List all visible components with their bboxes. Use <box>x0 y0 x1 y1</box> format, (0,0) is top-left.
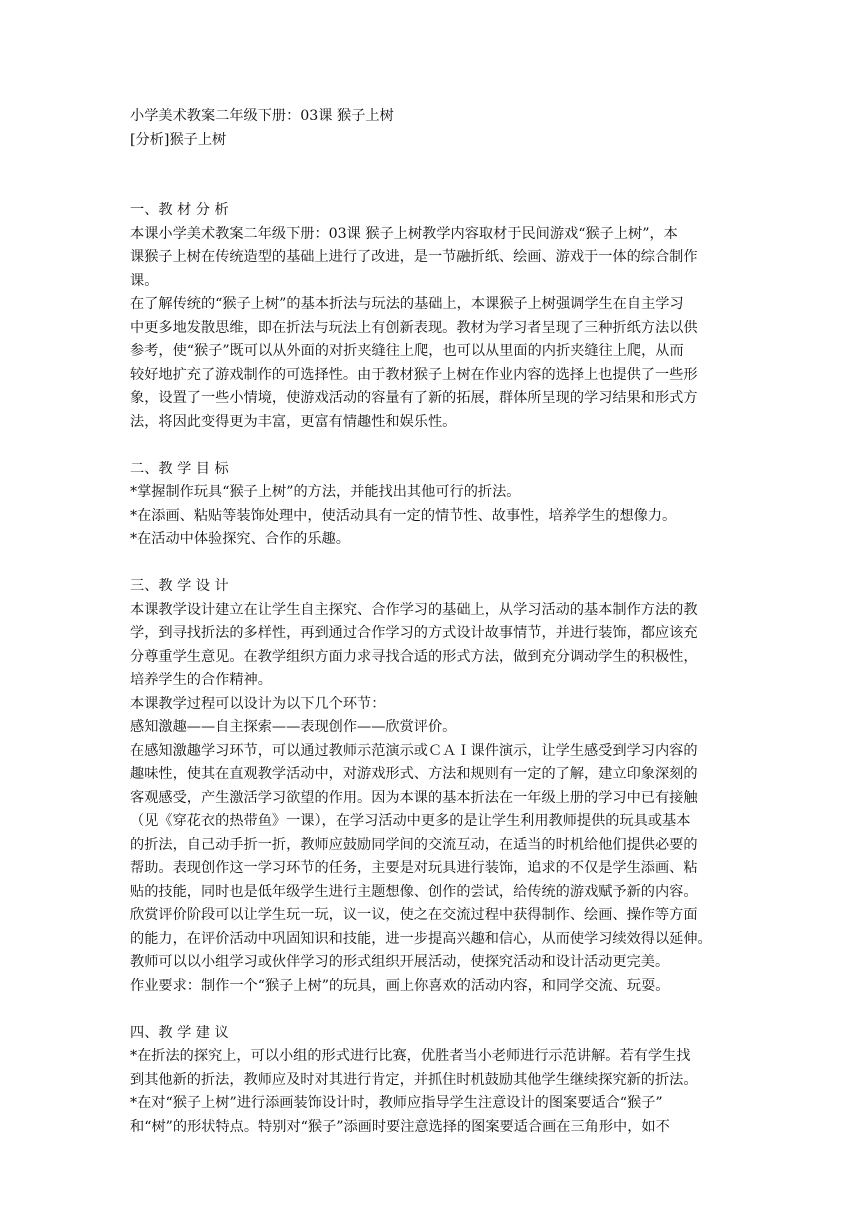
section-teaching-suggestions <box>130 1022 742 1140</box>
paragraph-line: 贴的技能，同时也是低年级学生进行主题想像、创作的尝试，给传统的游戏赋予新的内容。 <box>130 883 698 900</box>
paragraph-line: 学，到寻找折法的多样性，再到通过合作学习的方式设计故事情节，并进行装饰，都应该充 <box>130 625 698 641</box>
bullet-line: 到其他新的折法，教师应及时对其进行肯定，并抓住时机鼓励其他学生继续探究新的折法。 <box>130 1071 698 1088</box>
paragraph-line: 分尊重学生意见。在教学组织方面力求寻找合适的形式方法，做到充分调动学生的积极性， <box>130 648 698 665</box>
paragraph-line: 帮助。表现创作这一学习环节的任务，主要是对玩具进行装饰，追求的不仅是学生添画、粘 <box>130 860 698 876</box>
bullet-line: *在添画、粘贴等装饰处理中，使活动具有一定的情节性、故事性，培养学生的想像力。 <box>130 507 677 524</box>
paragraph-line: 中更多地发散思维，即在折法与玩法上有创新表现。教材为学习者呈现了三种折纸方法以供 <box>130 319 698 336</box>
bullet-line: *在活动中体验探究、合作的乐趣。 <box>130 531 350 547</box>
bullet-line: *在折法的探究上，可以小组的形式进行比赛，优胜者当小老师进行示范讲解。若有学生找 <box>130 1048 691 1064</box>
bullet-line: 和“树”的形状特点。特别对“猴子”添画时要注意选择的图案要适合画在三角形中，如不 <box>130 1118 670 1135</box>
paragraph-line: 感知激趣——自主探索——表现创作——欣赏评价。 <box>130 719 457 735</box>
paragraph-line: 本课教学过程可以设计为以下几个环节： <box>130 695 386 712</box>
paragraph-line: 的能力，在评价活动中巩固知识和技能，进一步提高兴趣和信心，从而使学习续效得以延伸。 <box>130 930 712 947</box>
paragraph-line: 本课教学设计建立在让学生自主探究、合作学习的基础上，从学习活动的基本制作方法的教 <box>130 601 698 618</box>
paragraph-line: 在感知激趣学习环节，可以通过教师示范演示或ＣＡＩ课件演示，让学生感受到学习内容的 <box>130 742 698 759</box>
section-teaching-design <box>130 575 742 998</box>
section-heading: 四、教 学 建 议 <box>130 1024 229 1041</box>
document-page <box>130 105 742 1139</box>
bullet-line: *掌握制作玩具“猴子上树”的方法，并能找出其他可行的折法。 <box>130 484 521 500</box>
document-title: 小学美术教案二年级下册：03课 猴子上树 <box>130 108 394 124</box>
bullet-line: *在对“猴子上树”进行添画装饰设计时，教师应指导学生注意设计的图案要适合“猴子” <box>130 1095 663 1111</box>
section-heading: 一、教 材 分 析 <box>130 202 229 218</box>
paragraph-line: 本课小学美术教案二年级下册：03课 猴子上树教学内容取材于民间游戏“猴子上树”，本 <box>130 225 678 242</box>
paragraph-line: 作业要求：制作一个“猴子上树”的玩具，画上你喜欢的活动内容，和同学交流、玩耍。 <box>130 977 670 994</box>
section-heading: 二、教 学 目 标 <box>130 460 229 477</box>
paragraph-line: 在了解传统的“猴子上树”的基本折法与玩法的基础上，本课猴子上树强调学生在自主学习 <box>130 296 684 312</box>
document-subtitle: [分析]猴子上树 <box>130 131 227 148</box>
section-teaching-goals <box>130 458 742 552</box>
paragraph-line: 象，设置了一些小情境，使游戏活动的容量有了新的拓展，群体所呈现的学习结果和形式方 <box>130 390 698 406</box>
paragraph-line: 课猴子上树在传统造型的基础上进行了改进，是一节融折纸、绘画、游戏于一体的综合制作 <box>130 249 698 265</box>
paragraph-line: 参考，使“猴子”既可以从外面的对折夹缝往上爬，也可以从里面的内折夹缝往上爬，从而 <box>130 343 684 359</box>
paragraph-line: 法，将因此变得更为丰富，更富有情趣性和娱乐性。 <box>130 413 457 430</box>
paragraph-line: 客观感受，产生激活学习欲望的作用。因为本课的基本折法在一年级上册的学习中已有接触 <box>130 789 698 806</box>
paragraph-line: 的折法，自己动手折一折，教师应鼓励同学间的交流互动，在适当的时机给他们提供必要的 <box>130 836 698 853</box>
paragraph-line: 较好地扩充了游戏制作的可选择性。由于教材猴子上树在作业内容的选择上也提供了一些形 <box>130 366 698 383</box>
section-heading: 三、教 学 设 计 <box>130 578 229 594</box>
paragraph-line: 教师可以以小组学习或伙伴学习的形式组织开展活动，使探究活动和设计活动更完美。 <box>130 954 670 970</box>
paragraph-line: 欣赏评价阶段可以让学生玩一玩，议一议，使之在交流过程中获得制作、绘画、操作等方面 <box>130 907 698 923</box>
section-textbook-analysis <box>130 199 742 434</box>
paragraph-line: 课。 <box>130 272 159 289</box>
paragraph-line: （见《穿花衣的热带鱼》一课），在学习活动中更多的是让学生利用教师提供的玩具或基本 <box>130 813 691 829</box>
paragraph-line: 趣味性，使其在直观教学活动中，对游戏形式、方法和规则有一定的了解，建立印象深刻的 <box>130 766 698 782</box>
paragraph-line: 培养学生的合作精神。 <box>130 672 272 688</box>
